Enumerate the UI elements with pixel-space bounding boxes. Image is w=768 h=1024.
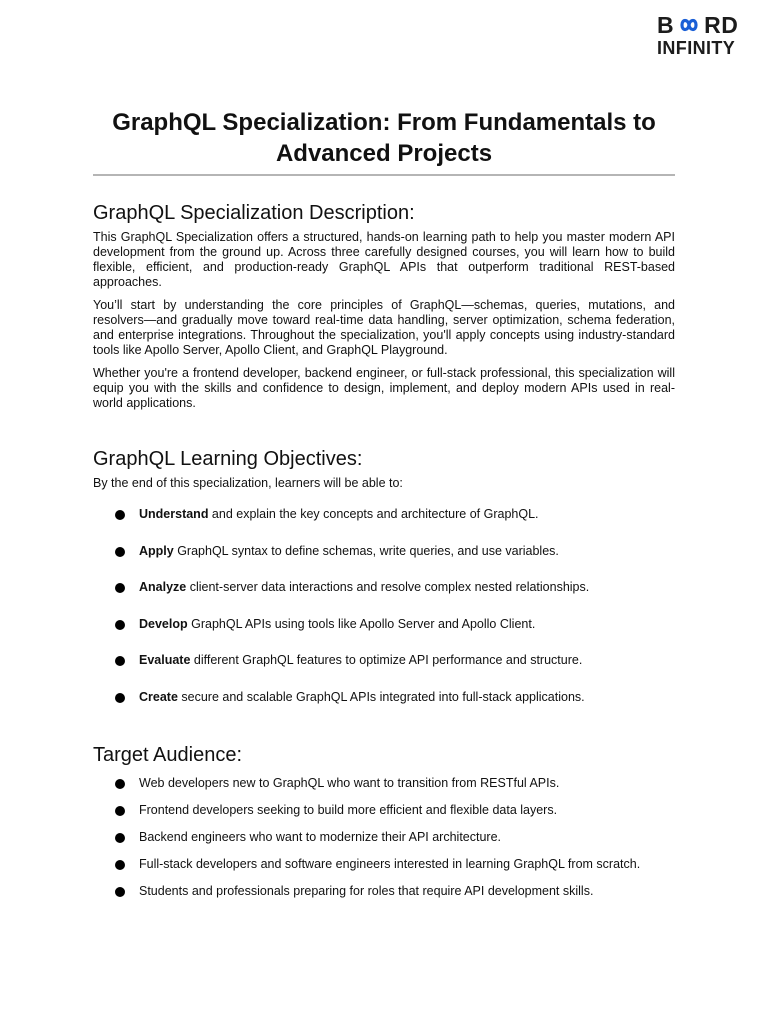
logo-letter-b: B [657, 11, 675, 38]
objectives-list [93, 507, 675, 705]
audience-text: Frontend developers seeking to build more efficient and flexible data layers. [139, 802, 558, 817]
logo-letters-rd: RD [704, 11, 739, 38]
objective-item [93, 690, 675, 705]
description-paragraph: You’ll start by understanding the core principles of GraphQL—schemas, queries, mutations, and resolvers—and gradually move toward real-time data handling, server optimization, schema federation, and enterprise integrations. Throughout the specialization, you'll apply concepts using industry-standard tools like Apollo Server, Apollo Client, and GraphQL Playground. [93, 298, 675, 357]
bullet-icon [115, 860, 125, 870]
audience-text: Students and professionals preparing for roles that require API development skills. [139, 883, 594, 898]
objective-text: secure and scalable GraphQL APIs integrated into full-stack applications. [177, 689, 585, 704]
audience-text: Web developers new to GraphQL who want to transition from RESTful APIs. [139, 775, 560, 790]
infinity-loop-icon [675, 14, 703, 36]
description-heading: GraphQL Specialization Description: [93, 202, 415, 224]
objective-item [93, 617, 675, 632]
objective-verb: Apply [139, 543, 174, 558]
bullet-icon [115, 693, 125, 703]
objective-text: GraphQL syntax to define schemas, write queries, and use variables. [173, 543, 559, 558]
objective-verb: Create [139, 689, 178, 704]
objective-text: different GraphQL features to optimize API performance and structure. [190, 653, 583, 667]
objective-verb: Develop [139, 616, 188, 631]
objectives-section [93, 445, 675, 705]
audience-item [93, 857, 675, 872]
objective-item [93, 507, 675, 522]
title-divider [93, 174, 675, 176]
document-body [93, 199, 675, 911]
bullet-icon [115, 656, 125, 666]
objective-item [93, 580, 675, 595]
objectives-heading: GraphQL Learning Objectives: [93, 448, 363, 470]
objectives-intro: By the end of this specialization, learners will be able to: [93, 476, 403, 490]
objective-item [93, 653, 675, 668]
objective-text: GraphQL APIs using tools like Apollo Server and Apollo Client. [187, 616, 536, 631]
description-section [93, 199, 675, 411]
bullet-icon [115, 779, 125, 789]
bullet-icon [115, 806, 125, 816]
audience-heading: Target Audience: [93, 743, 242, 766]
audience-text: Backend engineers who want to modernize their API architecture. [139, 829, 502, 844]
bullet-icon [115, 620, 125, 630]
objective-verb: Analyze [139, 580, 187, 594]
audience-item [93, 884, 675, 899]
description-paragraph: This GraphQL Specialization offers a structured, hands-on learning path to help you master modern API development from the ground up. Across three carefully designed courses, you will learn how to build flexible, efficient, and production-ready GraphQL APIs that outperform traditional REST-based approaches. [93, 230, 675, 289]
page-title: GraphQL Specialization: From Fundamentals to Advanced Projects [112, 109, 656, 167]
audience-item [93, 803, 675, 818]
audience-item [93, 776, 675, 791]
audience-section [93, 741, 675, 899]
audience-list [93, 776, 675, 899]
bullet-icon [115, 510, 125, 520]
description-paragraph: Whether you're a frontend developer, backend engineer, or full-stack professional, this specialization will equip you with the skills and confidence to design, implement, and deploy modern APIs used in real-world applications. [93, 366, 675, 410]
bullet-icon [115, 833, 125, 843]
bullet-icon [115, 547, 125, 557]
audience-item [93, 830, 675, 845]
audience-text: Full-stack developers and software engineers interested in learning GraphQL from scratch. [139, 856, 641, 871]
objective-verb: Evaluate [139, 653, 191, 667]
board-infinity-logo [657, 13, 749, 57]
logo-top-line [657, 13, 749, 37]
objective-item [93, 544, 675, 559]
bullet-icon [115, 583, 125, 593]
objective-text: and explain the key concepts and architecture of GraphQL. [208, 507, 539, 521]
logo-bottom-line: INFINITY [657, 38, 736, 58]
bullet-icon [115, 887, 125, 897]
objective-text: client-server data interactions and resolve complex nested relationships. [186, 580, 590, 594]
objective-verb: Understand [139, 507, 209, 521]
